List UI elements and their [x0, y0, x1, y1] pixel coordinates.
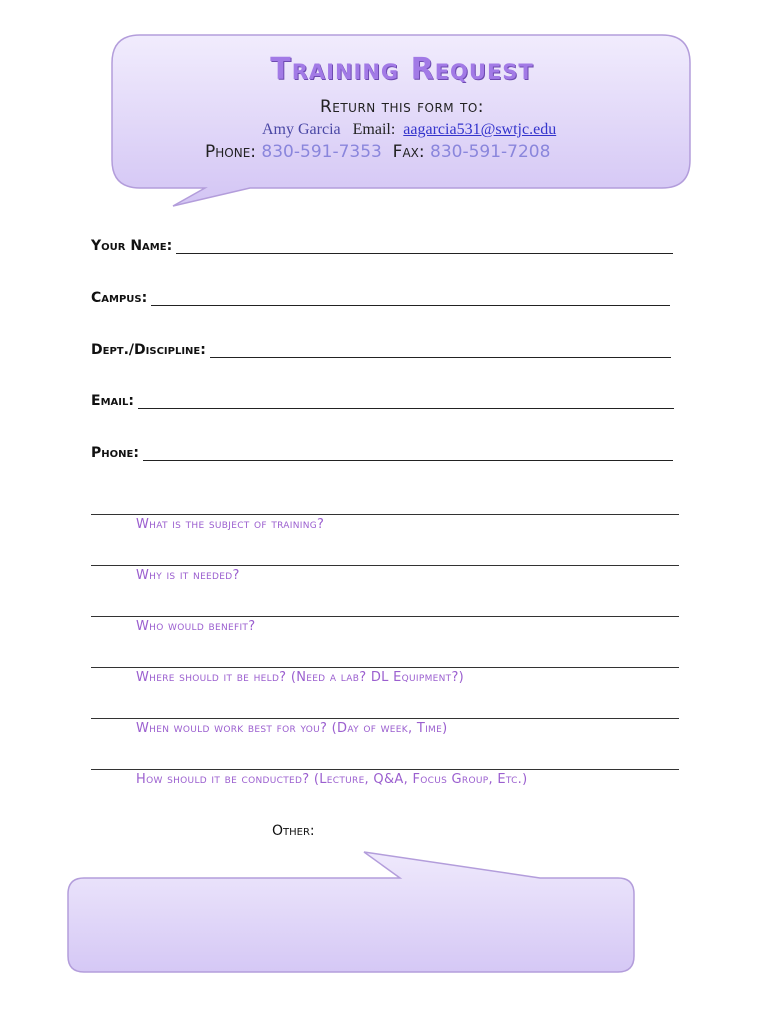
other-bubble: [68, 852, 634, 972]
dept-field: [91, 338, 671, 358]
answer-line-subject[interactable]: [91, 514, 679, 515]
answer-line-where[interactable]: [91, 667, 679, 668]
contact-name: Amy Garcia: [262, 121, 341, 138]
question-where: Where should it be held? (Need a lab? DL Equipment?): [136, 670, 465, 685]
name-field-label: Your Name:: [91, 238, 173, 254]
return-instructions: Return this form to:: [319, 97, 485, 117]
campus-input-line[interactable]: [151, 291, 670, 306]
email-link[interactable]: aagarcia531@swtjc.edu: [403, 121, 557, 138]
campus-field: [91, 286, 670, 306]
email-input-line[interactable]: [138, 394, 674, 409]
question-who: Who would benefit?: [136, 619, 256, 634]
dept-input-line[interactable]: [210, 343, 671, 358]
fax-number: 830-591-7208: [430, 142, 551, 162]
answer-line-when[interactable]: [91, 718, 679, 719]
name-input-line[interactable]: [176, 239, 673, 254]
question-why: Why is it needed?: [136, 568, 240, 583]
answer-line-why[interactable]: [91, 565, 679, 566]
answer-line-who[interactable]: [91, 616, 679, 617]
phone-input-line[interactable]: [143, 446, 673, 461]
phone-label: Phone:: [205, 142, 257, 162]
fax-label: Fax:: [392, 142, 425, 162]
phone-fax-line: [205, 142, 550, 162]
answer-line-how[interactable]: [91, 769, 679, 770]
phone-number: 830-591-7353: [261, 142, 382, 162]
question-how: How should it be conducted? (Lecture, Q&A, Focus Group, Etc.): [136, 772, 528, 787]
phone-field: [91, 441, 673, 461]
email-label: Email:: [352, 121, 396, 138]
name-field: [91, 234, 673, 254]
other-label: Other:: [272, 823, 315, 839]
email-field-label: Email:: [91, 393, 134, 409]
form-title: Training Request: [270, 52, 534, 87]
phone-field-label: Phone:: [91, 445, 139, 461]
contact-line: [262, 121, 556, 139]
question-when: When would work best for you? (Day of week, Time): [136, 721, 448, 736]
question-subject: What is the subject of training?: [136, 517, 325, 532]
email-field: [91, 389, 674, 409]
dept-field-label: Dept./Discipline:: [91, 342, 206, 358]
campus-field-label: Campus:: [91, 290, 148, 306]
